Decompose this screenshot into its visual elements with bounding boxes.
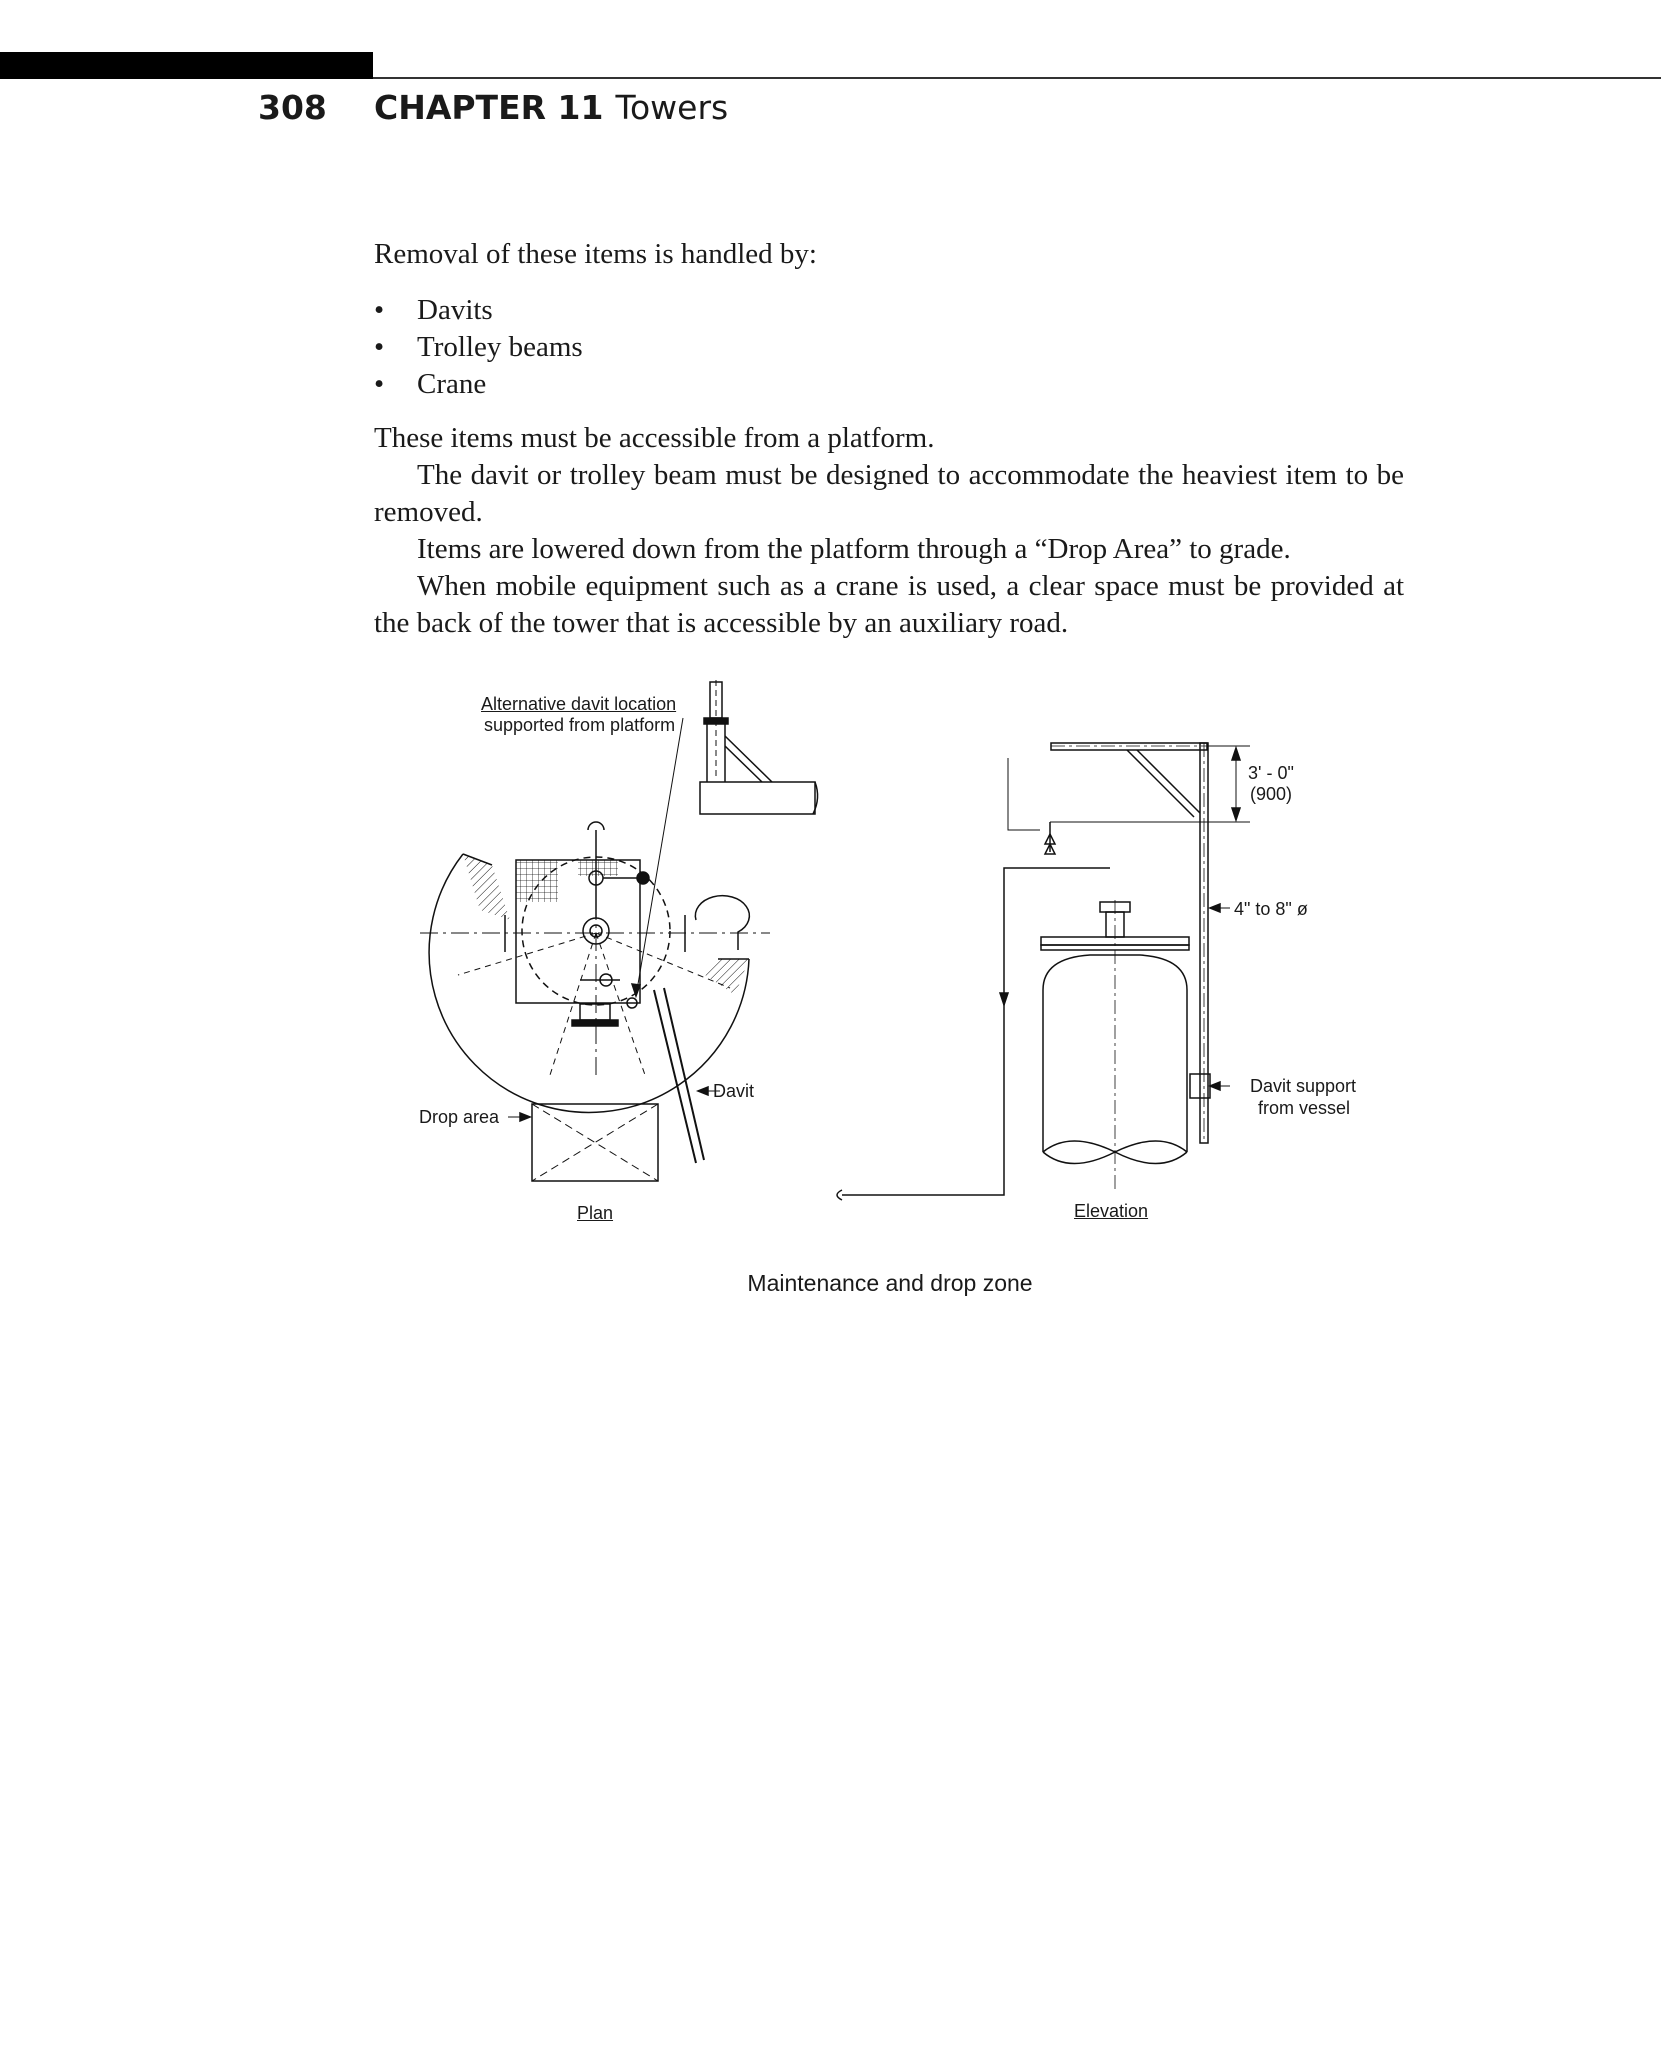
arrowhead bbox=[520, 1113, 530, 1121]
label-alt-davit-2: supported from platform bbox=[484, 715, 676, 735]
hook-top bbox=[588, 822, 604, 830]
paragraph: Items are lowered down from the platform through a “Drop Area” to grade. bbox=[417, 533, 1291, 565]
arrowhead bbox=[1210, 1082, 1220, 1090]
platform-hatch bbox=[463, 854, 510, 920]
chapter-heading bbox=[374, 88, 728, 127]
davit-brace bbox=[1137, 750, 1200, 813]
bottom-flange bbox=[572, 1020, 618, 1026]
label-dimension: 3' - 0" bbox=[1248, 763, 1294, 783]
label-plan: Plan bbox=[577, 1203, 614, 1223]
label-davit-support: Davit support bbox=[1250, 1076, 1357, 1096]
radial-line bbox=[458, 933, 596, 975]
paragraph: These items must be accessible from a platform. bbox=[374, 422, 935, 454]
label-pipe-size: 4" to 8" ø bbox=[1234, 899, 1308, 919]
grating-area bbox=[578, 860, 618, 876]
label-alt-davit: Alternative davit location bbox=[481, 694, 677, 714]
label-drop-area: Drop area bbox=[419, 1107, 500, 1127]
process-pipe bbox=[842, 868, 1110, 1195]
drop-area-cross bbox=[532, 1104, 658, 1181]
paragraph: The davit or trolley beam must be designed to accommodate the heaviest item to be removed. bbox=[374, 459, 1404, 528]
intro-text: Removal of these items is handled by: bbox=[374, 238, 817, 270]
chapter-label: CHAPTER 11 bbox=[374, 88, 604, 127]
label-elevation: Elevation bbox=[1074, 1201, 1149, 1221]
label-davit-support-2: from vessel bbox=[1258, 1098, 1351, 1118]
bullet-list bbox=[374, 292, 583, 403]
list-item: • Crane bbox=[374, 366, 583, 403]
davit-detail bbox=[700, 680, 818, 814]
break-symbol bbox=[837, 1190, 842, 1200]
plan-view bbox=[420, 680, 818, 1181]
davit-beam bbox=[1051, 743, 1207, 750]
platform-hatch bbox=[705, 959, 749, 995]
davit-brace bbox=[1127, 750, 1194, 817]
header-rule bbox=[373, 77, 1661, 79]
davit-arm bbox=[664, 988, 704, 1160]
paragraph: When mobile equipment such as a crane is used, a clear space must be provided at the back of the tower that is accessible by an auxiliary road. bbox=[374, 570, 1404, 639]
davit-pivot bbox=[637, 872, 649, 884]
arrowhead bbox=[1210, 904, 1220, 912]
leader-line bbox=[636, 718, 683, 996]
bottom-nozzle bbox=[580, 1004, 610, 1020]
figure-caption: Maintenance and drop zone bbox=[747, 1270, 1033, 1296]
drop-area-cross bbox=[532, 1104, 658, 1181]
arrowhead bbox=[1232, 808, 1240, 820]
page-number: 308 bbox=[258, 88, 327, 127]
maintenance-figure bbox=[400, 670, 1400, 1310]
label-davit: Davit bbox=[713, 1081, 755, 1101]
chapter-title: Towers bbox=[615, 88, 729, 127]
intro-paragraph bbox=[374, 236, 1404, 273]
reboiler-loop bbox=[695, 896, 749, 950]
drop-area-box bbox=[532, 1104, 658, 1181]
body-paragraphs bbox=[374, 420, 1404, 642]
flow-arrow bbox=[1000, 993, 1008, 1005]
list-item: • Davits bbox=[374, 292, 583, 329]
label-dimension-metric: (900) bbox=[1250, 784, 1293, 804]
elevation-view bbox=[837, 743, 1250, 1200]
pipe-route bbox=[1008, 758, 1040, 830]
list-item: • Trolley beams bbox=[374, 329, 583, 366]
arrowhead bbox=[698, 1087, 708, 1095]
header-bar bbox=[0, 52, 373, 79]
grating-area bbox=[516, 860, 558, 902]
arrowhead bbox=[1232, 748, 1240, 760]
